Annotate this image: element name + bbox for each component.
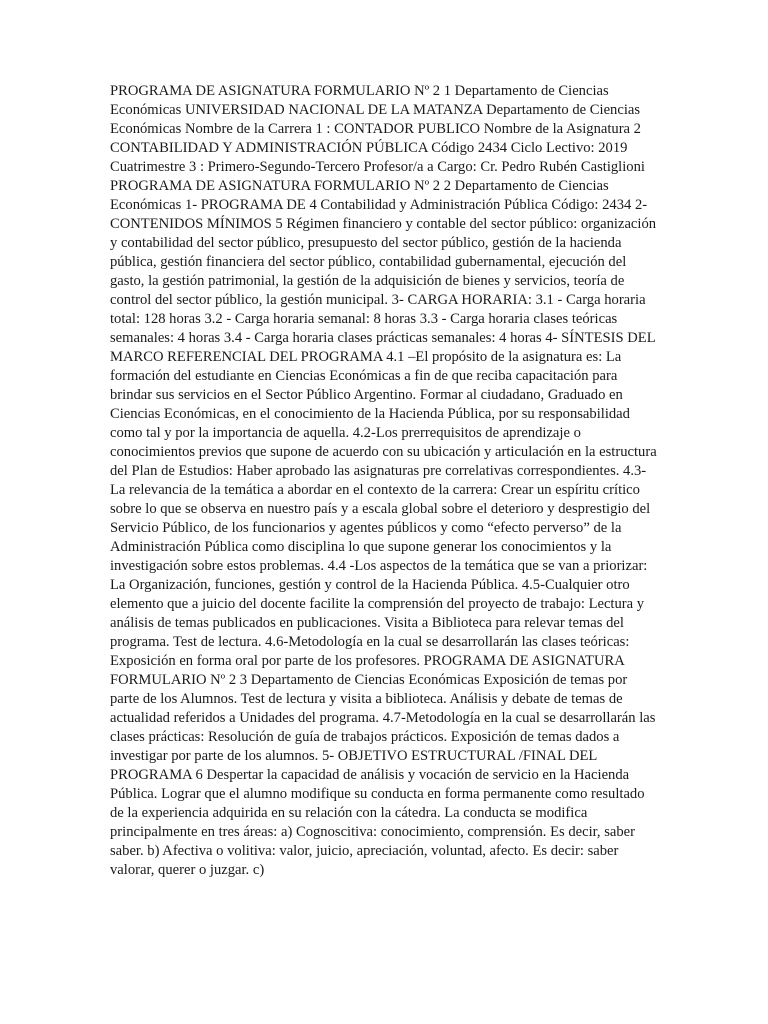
document-page bbox=[110, 82, 658, 880]
document-body-text: PROGRAMA DE ASIGNATURA FORMULARIO Nº 2 1 Departamento de Ciencias Económicas UNIVERSIDAD NACIONAL DE LA MATANZA Departamento de Ciencias Económicas Nombre de la Carrera 1 : CONTADOR PUBLICO Nombre de la Asignatura 2 CONTABILIDAD Y ADMINISTRACIÓN PÚBLICA Código 2434 Ciclo Lectivo: 2019 Cuatrimestre 3 : Primero-Segundo-Tercero Profesor/a a Cargo: Cr. Pedro Rubén Castiglioni PROGRAMA DE ASIGNATURA FORMULARIO Nº 2 2 Departamento de Ciencias Económicas 1- PROGRAMA DE 4 Contabilidad y Administración Pública Código: 2434 2- CONTENIDOS MÍNIMOS 5 Régimen financiero y contable del sector público: organización y contabilidad del sector público, presupuesto del sector público, gestión de la hacienda pública, gestión financiera del sector público, contabilidad gubernamental, ejecución del gasto, la gestión patrimonial, la gestión de la adquisición de bienes y servicios, teoría de control del sector público, la gestión municipal. 3- CARGA HORARIA: 3.1 - Carga horaria total: 128 horas 3.2 - Carga horaria semanal: 8 horas 3.3 - Carga horaria clases teóricas semanales: 4 horas 3.4 - Carga horaria clases prácticas semanales: 4 horas 4- SÍNTESIS DEL MARCO REFERENCIAL DEL PROGRAMA 4.1 –El propósito de la asignatura es: La formación del estudiante en Ciencias Económicas a fin de que reciba capacitación para brindar sus servicios en el Sector Público Argentino. Formar al ciudadano, Graduado en Ciencias Económicas, en el conocimiento de la Hacienda Pública, por su responsabilidad como tal y por la importancia de aquella. 4.2-Los prerrequisitos de aprendizaje o conocimientos previos que supone de acuerdo con su ubicación y articulación en la estructura del Plan de Estudios: Haber aprobado las asignaturas pre correlativas correspondientes. 4.3-La relevancia de la temática a abordar en el contexto de la carrera: Crear un espíritu crítico sobre lo que se observa en nuestro país y a escala global sobre el deterioro y desprestigio del Servicio Público, de los funcionarios y agentes públicos y como “efecto perverso” de la Administración Pública como disciplina lo que supone generar los conocimientos y la investigación sobre estos problemas. 4.4 -Los aspectos de la temática que se van a priorizar: La Organización, funciones, gestión y control de la Hacienda Pública. 4.5-Cualquier otro elemento que a juicio del docente facilite la comprensión del proyecto de trabajo: Lectura y análisis de temas publicados en publicaciones. Visita a Biblioteca para relevar temas del programa. Test de lectura. 4.6-Metodología en la cual se desarrollarán las clases teóricas: Exposición en forma oral por parte de los profesores. PROGRAMA DE ASIGNATURA FORMULARIO Nº 2 3 Departamento de Ciencias Económicas Exposición de temas por parte de los Alumnos. Test de lectura y visita a biblioteca. Análisis y debate de temas de actualidad referidos a Unidades del programa. 4.7-Metodología en la cual se desarrollarán las clases prácticas: Resolución de guía de trabajos prácticos. Exposición de temas dados a investigar por parte de los alumnos. 5- OBJETIVO ESTRUCTURAL /FINAL DEL PROGRAMA 6 Despertar la capacidad de análisis y vocación de servicio en la Hacienda Pública. Lograr que el alumno modifique su conducta en forma permanente como resultado de la experiencia adquirida en su relación con la cátedra. La conducta se modifica principalmente en tres áreas: a) Cognoscitiva: conocimiento, comprensión. Es decir, saber saber. b) Afectiva o volitiva: valor, juicio, apreciación, voluntad, afecto. Es decir: saber valorar, querer o juzgar. c) bbox=[110, 83, 657, 878]
